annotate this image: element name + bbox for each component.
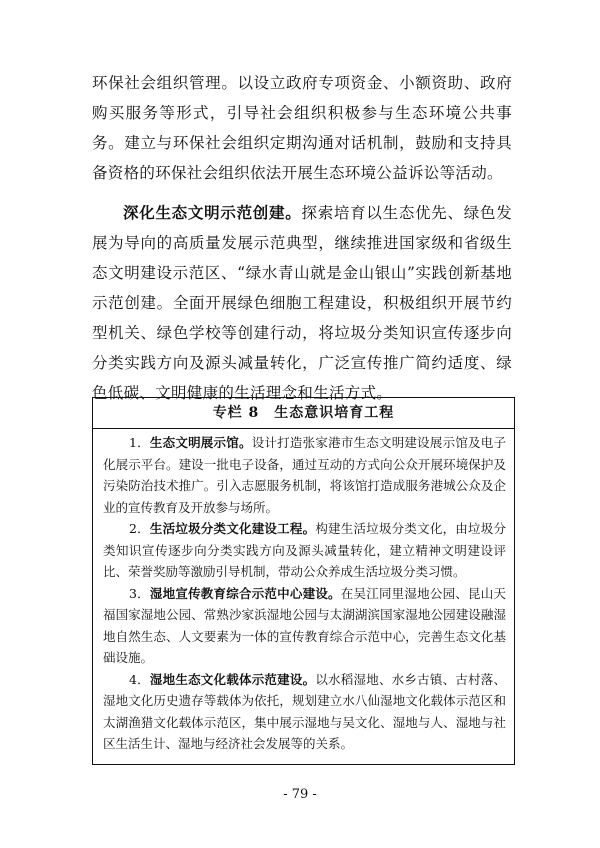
box-title: 专栏 8 生态意识培育工程	[93, 398, 514, 429]
item-text: 设计打造张家港市生态文明建设展示馆及电子化展示平台。建设一批电子设备，通过互动的方式向公众开展环境保护及污染防治技术推广。引入志愿服务机制，将该馆打造成服务港城公众及企业的宣传教育及开放参与场所。	[103, 435, 506, 515]
special-column-box	[92, 397, 515, 765]
item-number: 3．	[129, 585, 150, 601]
item-heading: 湿地宣传教育综合示范中心建设。	[149, 585, 341, 601]
item-heading: 生活垃圾分类文化建设工程。	[149, 521, 316, 536]
box-item-3	[103, 583, 506, 669]
paragraph-environmental-organizations	[92, 68, 512, 188]
paragraph-heading: 深化生态文明示范创建。	[123, 203, 302, 222]
page-number: - 79 -	[283, 787, 317, 802]
box-item-1	[103, 432, 506, 518]
item-heading: 湿地生态文化载体示范建设。	[149, 671, 316, 687]
box-item-2	[103, 518, 506, 583]
paragraph-eco-demonstration	[92, 198, 512, 408]
item-number: 4．	[129, 671, 150, 687]
box-body	[93, 429, 514, 755]
paragraph-text: 探索培育以生态优先、绿色发展为导向的高质量发展示范典型，继续推进国家级和省级生态文明建设示范区、“绿水青山就是金山银山”实践创新基地示范创建。全面开展绿色细胞工程建设，积极组织开展节约型机关、绿色学校等创建行动，将垃圾分类知识宣传逐步向分类实践方向及源头减量转化，广泛宣传推广简约适度、绿色低碳、文明健康的生活理念和生活方式。	[92, 204, 512, 402]
item-text: 构建生活垃圾分类文化，由垃圾分类知识宣传逐步向分类实践方向及源头减量转化，建立精神文明建设评比、荣誉奖励等激励引导机制，带动公众养成生活垃圾分类习惯。	[103, 521, 506, 579]
box-item-4	[103, 669, 506, 755]
item-text: 以水稻湿地、水乡古镇、古村落、湿地文化历史遗存等载体为依托，规划建立水八仙湿地文化载体示范区和太湖渔猎文化载体示范区，集中展示湿地与吴文化、湿地与人、湿地与社区生活生计、湿地与经济社会发展等的关系。	[103, 671, 506, 751]
item-heading: 生态文明展示馆。	[149, 435, 252, 450]
item-number: 1．	[129, 435, 150, 450]
item-text: 在吴江同里湿地公园、昆山天福国家湿地公园、常熟沙家浜湿地公园与太湖湖滨国家湿地公园建设融湿地自然生态、人文要素为一体的宣传教育综合示范中心，完善生态文化基础设施。	[103, 585, 506, 665]
paragraph-text: 环保社会组织管理。以设立政府专项资金、小额资助、政府购买服务等形式，引导社会组织积极参与生态环境公共事务。建立与环保社会组织定期沟通对话机制，鼓励和支持具备资格的环保社会组织依法开展生态环境公益诉讼等活动。	[92, 74, 512, 182]
item-number: 2．	[129, 521, 150, 536]
